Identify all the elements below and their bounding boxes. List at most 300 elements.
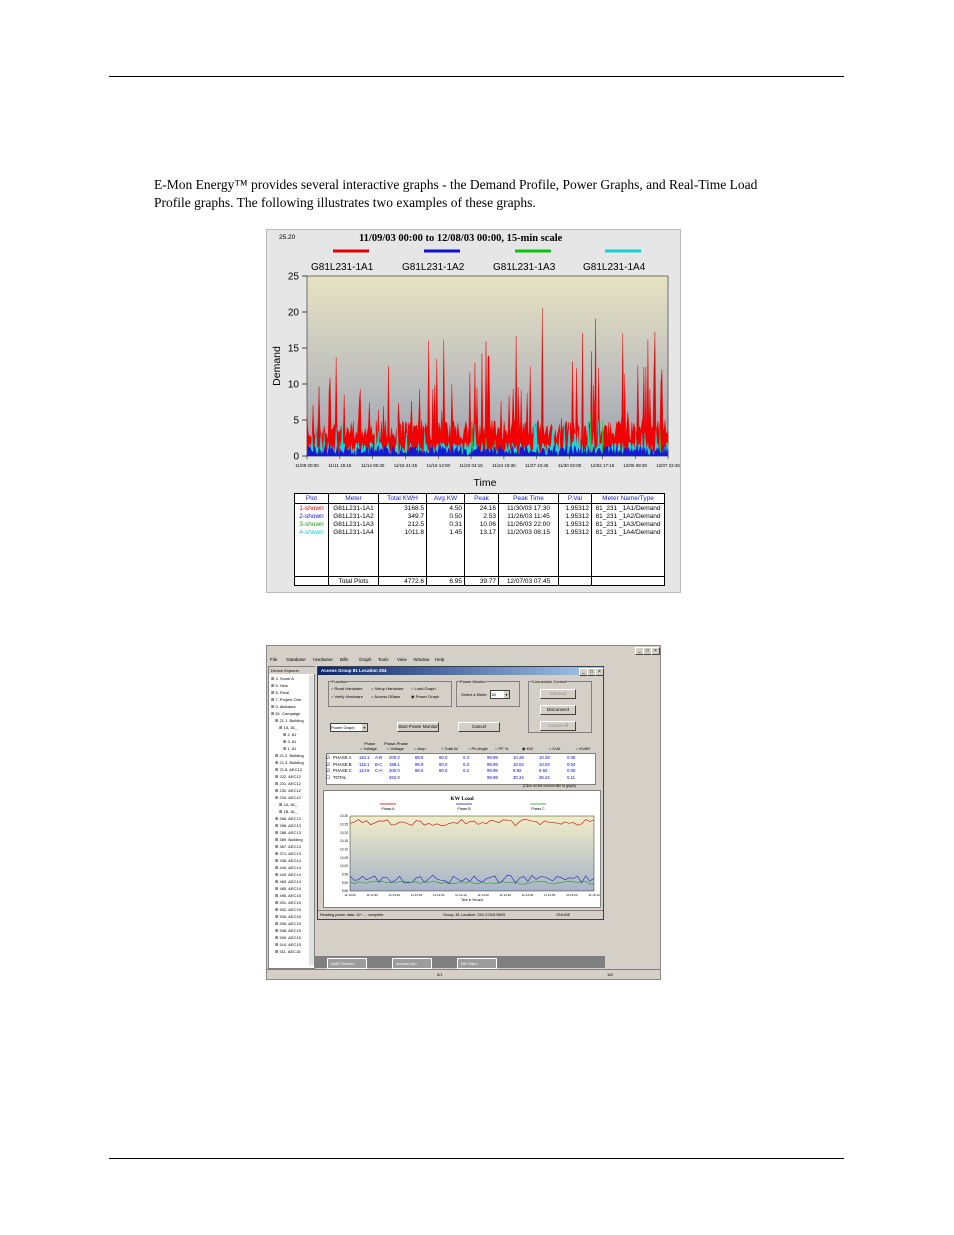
column-option[interactable] <box>360 746 377 751</box>
checkbox-icon[interactable]: ☑ <box>326 768 330 773</box>
radio-icon[interactable]: ◉ <box>522 746 527 751</box>
expand-icon[interactable]: ⊞ <box>283 732 288 737</box>
expand-icon[interactable]: ⊞ <box>279 725 284 730</box>
checkbox-icon[interactable]: ☑ <box>326 755 330 760</box>
graph-x-tick-label: 11:14:30 <box>499 893 512 897</box>
function-radio[interactable] <box>331 694 363 699</box>
function-radio[interactable] <box>371 686 403 691</box>
graph-y-tick-label: 9.95 <box>341 872 348 877</box>
demand-profile-figure <box>266 229 681 593</box>
phase-ang: 0.2 <box>463 768 469 773</box>
tree-item[interactable] <box>275 836 303 843</box>
tree-item-label: 7. Project One <box>275 697 302 702</box>
graph-y-tick-label: 10.25 <box>340 822 348 827</box>
tree-item[interactable] <box>279 808 297 815</box>
cancel-button[interactable]: Cancel <box>458 722 500 732</box>
radio-icon[interactable]: ○ <box>371 694 375 699</box>
x-tick-label: 11/27 10:45 <box>525 463 549 468</box>
graph-x-tick-label: 11:14:50 <box>543 893 556 897</box>
expand-icon[interactable]: ⊞ <box>275 872 280 877</box>
tree-item-label: 371. AEC13 <box>279 851 301 856</box>
expand-icon[interactable]: ⊞ <box>275 921 280 926</box>
expand-icon[interactable]: ⊞ <box>275 753 280 758</box>
tree-item[interactable] <box>275 843 301 850</box>
tree-item-label: 369. Building <box>279 837 303 842</box>
tree-item[interactable] <box>275 780 301 787</box>
function-radio[interactable] <box>411 694 439 699</box>
tree-item-label: 367. AEC13 <box>279 844 301 849</box>
x-tick-label: 12/02 17:15 <box>590 463 615 468</box>
cell-peak: 2.53 <box>465 512 499 520</box>
radio-icon[interactable]: ○ <box>495 746 499 751</box>
cell-plot[interactable]: 2-shown <box>295 512 329 520</box>
tree-item-label: 268. AEC13 <box>279 823 301 828</box>
graph-y-tick-label: 9.90 <box>341 880 348 885</box>
intro-line-1: E-Mon Energy™ provides several interactive graphs - the Demand Profile, Power Graphs, and Real-Time Load <box>154 177 758 192</box>
connect-button[interactable]: Connect <box>540 689 576 699</box>
radio-icon[interactable]: ◉ <box>411 694 416 699</box>
x-tick-label: 11/19 13:00 <box>426 463 450 468</box>
tree-item[interactable] <box>283 745 296 752</box>
expand-icon[interactable]: ⊞ <box>275 893 280 898</box>
power-graph-screenshot <box>266 645 661 980</box>
phase-kva: 10.28 <box>539 755 550 760</box>
graph-legend-label: Phase B <box>457 807 471 811</box>
function-radio[interactable] <box>371 694 400 699</box>
phase-kvar: 0.06 <box>567 755 576 760</box>
tree-item-label: 436. AEC14 <box>279 858 301 863</box>
phase-kw: 10.28 <box>513 755 524 760</box>
column-option[interactable] <box>576 746 590 751</box>
tree-item-label: 440. AEC14 <box>279 865 301 870</box>
radio-icon[interactable]: ○ <box>331 694 335 699</box>
tree-item[interactable] <box>275 829 301 836</box>
graph-x-tick-label: 11:13:50 <box>410 893 423 897</box>
tree-item-label: 21.2. Building <box>279 753 304 758</box>
graph-plot-area <box>350 816 594 891</box>
radio-icon[interactable]: ○ <box>411 686 415 691</box>
table-row <box>295 512 665 520</box>
tree-item[interactable] <box>271 682 288 689</box>
graph-x-tick-label: 11:13:30 <box>366 893 378 897</box>
meter-select[interactable] <box>490 690 510 699</box>
graph-y-tick-label: 10.30 <box>340 814 348 819</box>
phase-pp: A-B <box>375 755 383 760</box>
expand-icon[interactable]: ⊞ <box>271 676 276 681</box>
tree-item[interactable] <box>275 934 301 941</box>
phase-vv: 200.0 <box>389 768 400 773</box>
column-option-label: Amp <box>417 746 426 751</box>
expand-icon[interactable]: ⊞ <box>275 781 280 786</box>
x-tick-label: 11/22 04:15 <box>459 463 483 468</box>
phase-name[interactable]: PHASE A <box>333 755 352 760</box>
column-option-label: KVA <box>552 746 561 751</box>
dialog-close-icon[interactable]: × <box>595 668 604 676</box>
column-header: Total KWH <box>379 494 427 504</box>
phase-phase-header: Phase-Phase <box>384 741 409 746</box>
tree-item-label: 4. Score A <box>275 676 294 681</box>
disconnect-button[interactable]: Disconnect <box>540 705 576 715</box>
legend-label: G81L231-1A3 <box>493 262 556 273</box>
function-radio-label: Load Graph <box>414 686 436 691</box>
menu-item[interactable]: Graph <box>359 657 372 662</box>
cell-plot[interactable]: 4-shown <box>295 528 329 536</box>
tree-item[interactable] <box>275 871 301 878</box>
function-radio-label: Setup Hardware <box>374 686 404 691</box>
menu-item[interactable]: Help <box>435 657 445 662</box>
tree-item[interactable] <box>275 892 301 899</box>
phase-vv: 262.0 <box>389 774 400 780</box>
radio-icon[interactable]: ○ <box>576 746 580 751</box>
device-explorer-title: Device Explorer <box>269 667 316 674</box>
menu-item[interactable]: Database <box>286 657 306 662</box>
column-option-label: Voltage <box>363 746 377 751</box>
tree-item[interactable] <box>271 675 294 682</box>
tree-item-label: 222. AEC12 <box>279 774 301 779</box>
phase-kw: 30.24 <box>513 774 524 780</box>
cell-avg: 0.31 <box>427 520 465 528</box>
graph-x-tick-label: 11:13:00 <box>344 893 356 897</box>
expand-icon[interactable]: ⊞ <box>275 760 280 765</box>
expand-icon[interactable]: ⊞ <box>275 900 280 905</box>
tree-item-label: 266. AEC13 <box>279 816 301 821</box>
cell-name: 81_231 _1A1/Demand <box>592 504 665 513</box>
total-kwh: 4772.6 <box>379 577 427 586</box>
cell-name: 81_231 _1A3/Demand <box>592 520 665 528</box>
column-option[interactable] <box>522 746 533 751</box>
tree-item[interactable] <box>275 920 301 927</box>
phase-w: 60.0 <box>439 755 448 760</box>
tree-item-label: 496. AEC15 <box>279 893 301 898</box>
close-icon[interactable]: × <box>651 647 660 655</box>
footer-rule <box>109 1158 844 1159</box>
maximize-icon[interactable]: □ <box>643 647 652 655</box>
function-radio-label: Access DBase <box>374 694 401 699</box>
access-group-dialog <box>317 666 604 920</box>
table-row <box>295 528 665 536</box>
expand-icon[interactable]: ⊞ <box>275 914 280 919</box>
chevron-down-icon: ▾ <box>363 725 366 730</box>
phase-pp: B-C <box>375 761 383 767</box>
expand-icon[interactable]: ⊞ <box>275 767 280 772</box>
phase-a: 86.6 <box>415 768 424 773</box>
cell-meter: G81L231-1A2 <box>329 512 379 520</box>
tree-item-label: 508. AEC15 <box>279 928 301 933</box>
function-radio-label: Power Graph <box>415 694 440 699</box>
total-label: Total Plots <box>329 577 379 586</box>
phase-kvar: 0.11 <box>567 774 576 780</box>
phase-kva: 9.92 <box>539 768 548 773</box>
graph-legend-label: Phase A <box>381 807 395 811</box>
tree-item-label: 1. 81 <box>287 746 297 751</box>
start-power-monitor-button[interactable]: Start Power Monitor <box>397 722 439 732</box>
expand-icon[interactable]: ⊞ <box>275 844 280 849</box>
radio-icon[interactable]: ○ <box>360 746 364 751</box>
cell-meter: G81L231-1A1 <box>329 504 379 513</box>
tree-item-label: 506. AEC15 <box>279 921 301 926</box>
expand-icon[interactable]: ⊞ <box>275 823 280 828</box>
tree-item-label: 511. AEC15 <box>279 949 301 954</box>
task-bill-calc[interactable] <box>457 958 497 969</box>
expand-icon[interactable]: ⊞ <box>279 809 284 814</box>
x-tick-label: 12/05 08:30 <box>623 463 648 468</box>
tree-item[interactable] <box>275 717 304 724</box>
tree-item[interactable] <box>275 759 304 766</box>
cell-time: 11/26/03 11:45 <box>499 512 559 520</box>
column-option[interactable] <box>549 746 560 751</box>
radio-icon[interactable]: ○ <box>441 746 445 751</box>
cell-name: 81_231 _1A4/Demand <box>592 528 665 536</box>
tree-item[interactable] <box>271 710 300 717</box>
x-tick-label: 11/11 15:15 <box>328 463 352 468</box>
column-header: P.Val <box>559 494 592 504</box>
tree-item[interactable] <box>275 906 301 913</box>
phase-kvar: 0.04 <box>567 761 576 767</box>
expand-icon[interactable]: ⊞ <box>283 739 288 744</box>
tree-item[interactable] <box>279 724 297 731</box>
phase-v: 110.1 <box>359 755 370 760</box>
tree-item[interactable] <box>275 857 301 864</box>
expand-icon[interactable]: ⊞ <box>275 935 280 940</box>
column-option[interactable] <box>468 746 488 751</box>
tree-item[interactable] <box>283 731 296 738</box>
menu-item[interactable]: File <box>270 657 278 662</box>
tree-item[interactable] <box>275 822 301 829</box>
dialog-minimize-icon[interactable]: _ <box>579 668 588 676</box>
tree-item-label: 0. Alabama <box>275 704 296 709</box>
bottom-status-right: 1/8 <box>607 972 613 977</box>
tree-item-label: 483. AEC14 <box>279 879 301 884</box>
table-row <box>295 504 665 513</box>
phase-name[interactable]: PHASE C <box>333 768 352 773</box>
tree-item[interactable] <box>275 815 301 822</box>
legend-label: G81L231-1A2 <box>402 262 465 273</box>
cell-name: 81_231 _1A2/Demand <box>592 512 665 520</box>
cell-pval: 1.95312 <box>559 504 592 513</box>
mode-select[interactable] <box>330 723 368 732</box>
tree-item-label: 443. AEC14 <box>279 872 301 877</box>
radio-icon[interactable]: ○ <box>371 686 375 691</box>
expand-icon[interactable]: ⊞ <box>283 746 288 751</box>
expand-icon[interactable]: ⊞ <box>275 858 280 863</box>
expand-icon[interactable]: ⊞ <box>275 865 280 870</box>
expand-icon[interactable]: ⊞ <box>275 949 280 954</box>
column-header: Avg KW <box>427 494 465 504</box>
tree-item[interactable] <box>271 696 301 703</box>
expand-icon[interactable]: ⊞ <box>275 830 280 835</box>
expand-icon[interactable]: ⊞ <box>275 942 280 947</box>
tree-item[interactable] <box>275 794 301 801</box>
phase-ang: 0.3 <box>463 755 469 760</box>
graph-x-tick-label: 11:14:20 <box>477 893 489 897</box>
expand-icon[interactable]: ⊞ <box>275 879 280 884</box>
graph-x-tick-label: 11:14:00 <box>432 893 445 897</box>
x-tick-label: 11/09 00:00 <box>295 463 319 468</box>
menu-item[interactable]: Hardware <box>313 657 333 662</box>
cell-avg: 0.50 <box>427 512 465 520</box>
total-avg: 6.95 <box>427 577 465 586</box>
phase-ang: 0.3 <box>463 761 469 767</box>
connection-control-label: Connection Control <box>532 679 567 684</box>
tree-item[interactable] <box>275 878 301 885</box>
device-explorer-panel <box>268 666 315 969</box>
task-access-group[interactable] <box>392 958 432 969</box>
legend-label: G81L231-1A1 <box>311 262 374 273</box>
expand-icon[interactable]: ⊞ <box>275 816 280 821</box>
menu-item[interactable]: Bills <box>340 657 349 662</box>
tree-item[interactable] <box>271 703 295 710</box>
graph-x-tick-label: 11:13:40 <box>388 893 401 897</box>
graph-title: KW Load <box>450 796 474 802</box>
dialog-title: Access Group 81 Location 254 <box>318 667 603 675</box>
tree-item[interactable] <box>271 689 289 696</box>
checkbox-icon[interactable]: ☐ <box>326 774 330 780</box>
tree-item-label: 1A. 81_ <box>283 802 298 807</box>
tree-item[interactable] <box>275 850 301 857</box>
tree-item[interactable] <box>279 801 297 808</box>
cell-plot[interactable]: 1-shown <box>295 504 329 513</box>
function-radio[interactable] <box>411 686 436 691</box>
expand-icon[interactable]: ⊞ <box>275 837 280 842</box>
cancel-all-button[interactable]: Cancel All <box>540 721 576 731</box>
minimize-icon[interactable]: _ <box>635 647 644 655</box>
power-monitor-label: Power Monitor <box>460 679 486 684</box>
expand-icon[interactable]: ⊞ <box>271 683 276 688</box>
dialog-maximize-icon[interactable]: □ <box>587 668 596 676</box>
expand-icon[interactable]: ⊞ <box>275 774 280 779</box>
tree-item-label: 81. Campaign <box>275 711 301 716</box>
phase-pp: C-A <box>375 768 383 773</box>
phase-kva: 10.04 <box>539 761 550 767</box>
tree-item-label: 288. AEC13 <box>279 830 301 835</box>
column-option[interactable] <box>441 746 458 751</box>
tree-item-label: 2. 81 <box>287 732 297 737</box>
function-radio-label: Verify Hardware <box>334 694 363 699</box>
phase-v: 114.9 <box>359 768 370 773</box>
expand-icon[interactable]: ⊞ <box>275 907 280 912</box>
table-row-empty <box>295 560 665 568</box>
tree-item[interactable] <box>275 787 301 794</box>
cell-time: 11/26/03 22:00 <box>499 520 559 528</box>
phase-name[interactable]: PHASE B <box>333 761 352 767</box>
checkbox-icon[interactable]: ☑ <box>326 761 330 767</box>
tree-item-label: 485. AEC14 <box>279 886 301 891</box>
phase-kva: 30.24 <box>539 774 550 780</box>
status-mid: Group: 81 Location: 254 COM1/9600 <box>443 913 506 917</box>
column-option[interactable] <box>414 746 426 751</box>
radio-icon[interactable]: ○ <box>549 746 553 751</box>
expand-icon[interactable]: ⊞ <box>275 718 280 723</box>
phase-a: 86.9 <box>415 761 424 767</box>
table-row-empty <box>295 552 665 560</box>
graph-x-tick-label: 11:15:00 <box>566 893 578 897</box>
expand-icon[interactable]: ⊞ <box>275 788 280 793</box>
tree-item[interactable] <box>275 752 304 759</box>
tree-item[interactable] <box>275 948 301 955</box>
y-axis-label: Demand <box>271 346 283 386</box>
tree-item[interactable] <box>275 773 301 780</box>
radio-icon[interactable]: ○ <box>387 746 391 751</box>
tree-item[interactable] <box>275 899 301 906</box>
column-option[interactable] <box>495 746 508 751</box>
column-options <box>360 746 600 752</box>
x-tick-label: 11/16 21:45 <box>393 463 418 468</box>
expand-icon[interactable]: ⊞ <box>279 802 284 807</box>
tree-item[interactable] <box>275 766 302 773</box>
phase-header: Phase <box>364 741 376 746</box>
tree-item[interactable] <box>275 927 301 934</box>
expand-icon[interactable]: ⊞ <box>271 697 276 702</box>
phase-w: 60.0 <box>439 768 448 773</box>
tree-item-label: 6. Rival <box>275 690 289 695</box>
tree-item-label: 21.8. AEC12 <box>279 767 302 772</box>
x-tick-label: 11/24 19:30 <box>492 463 516 468</box>
tree-item[interactable] <box>275 864 301 871</box>
tree-item-label: 1A. 81_ <box>283 725 298 730</box>
task-label: Access Gro <box>396 961 417 966</box>
expand-icon[interactable]: ⊞ <box>271 711 276 716</box>
phase-vv: 199.1 <box>389 761 400 767</box>
tree-item[interactable] <box>275 913 301 920</box>
menu-bar <box>267 656 660 664</box>
expand-icon[interactable]: ⊞ <box>275 886 280 891</box>
expand-icon[interactable]: ⊞ <box>275 795 280 800</box>
tree-item-label: 231. AEC12 <box>279 781 301 786</box>
cell-plot[interactable]: 3-shown <box>295 520 329 528</box>
y-tick-label: 25 <box>287 271 299 283</box>
demand-summary-table <box>294 493 665 586</box>
tree-item-label: 21.3. Building <box>279 760 304 765</box>
graph-legend-label: Phase C <box>531 807 545 811</box>
menu-item[interactable]: Tools <box>378 657 389 662</box>
column-option-label: Voltage <box>390 746 404 751</box>
tree-item[interactable] <box>283 738 296 745</box>
graph-x-tick-label: 11:14:10 <box>455 893 467 897</box>
tree-item-label: 21.1. Building <box>279 718 304 723</box>
tree-item-label: 501. AEC15 <box>279 900 301 905</box>
power-monitor-group <box>456 681 520 707</box>
y-tick-label: 15 <box>287 343 299 355</box>
total-peak-time: 12/07/03 07:45 <box>499 577 559 586</box>
expand-icon[interactable]: ⊞ <box>275 928 280 933</box>
menu-item[interactable]: View <box>397 657 407 662</box>
kw-load-chart <box>324 791 600 907</box>
task-amr-schedule[interactable] <box>327 958 367 969</box>
device-tree <box>269 675 309 965</box>
tree-item[interactable] <box>275 941 301 948</box>
task-label: AMR Schedu <box>331 961 355 966</box>
column-option-label: KW <box>526 746 534 751</box>
radio-icon[interactable]: ○ <box>414 746 418 751</box>
corner-value: 25.20 <box>279 234 296 241</box>
column-option-label: Ph.Angle <box>471 746 488 751</box>
tree-scrollbar[interactable] <box>309 675 314 965</box>
expand-icon[interactable]: ⊞ <box>271 690 276 695</box>
tree-item-label: 234. AEC12 <box>279 795 301 800</box>
radio-icon[interactable]: ○ <box>468 746 472 751</box>
expand-icon[interactable]: ⊞ <box>271 704 276 709</box>
phase-pf: 99.99 <box>487 774 498 780</box>
tree-item-label: 502. AEC15 <box>279 907 301 912</box>
column-option[interactable] <box>387 746 404 751</box>
phase-name[interactable]: TOTAL <box>333 774 347 780</box>
menu-item[interactable]: Window <box>413 657 430 662</box>
function-radio[interactable] <box>331 686 363 691</box>
phase-kvar: 0.00 <box>567 768 576 773</box>
expand-icon[interactable]: ⊞ <box>275 851 280 856</box>
tree-item[interactable] <box>275 885 301 892</box>
radio-icon[interactable]: ○ <box>331 686 335 691</box>
